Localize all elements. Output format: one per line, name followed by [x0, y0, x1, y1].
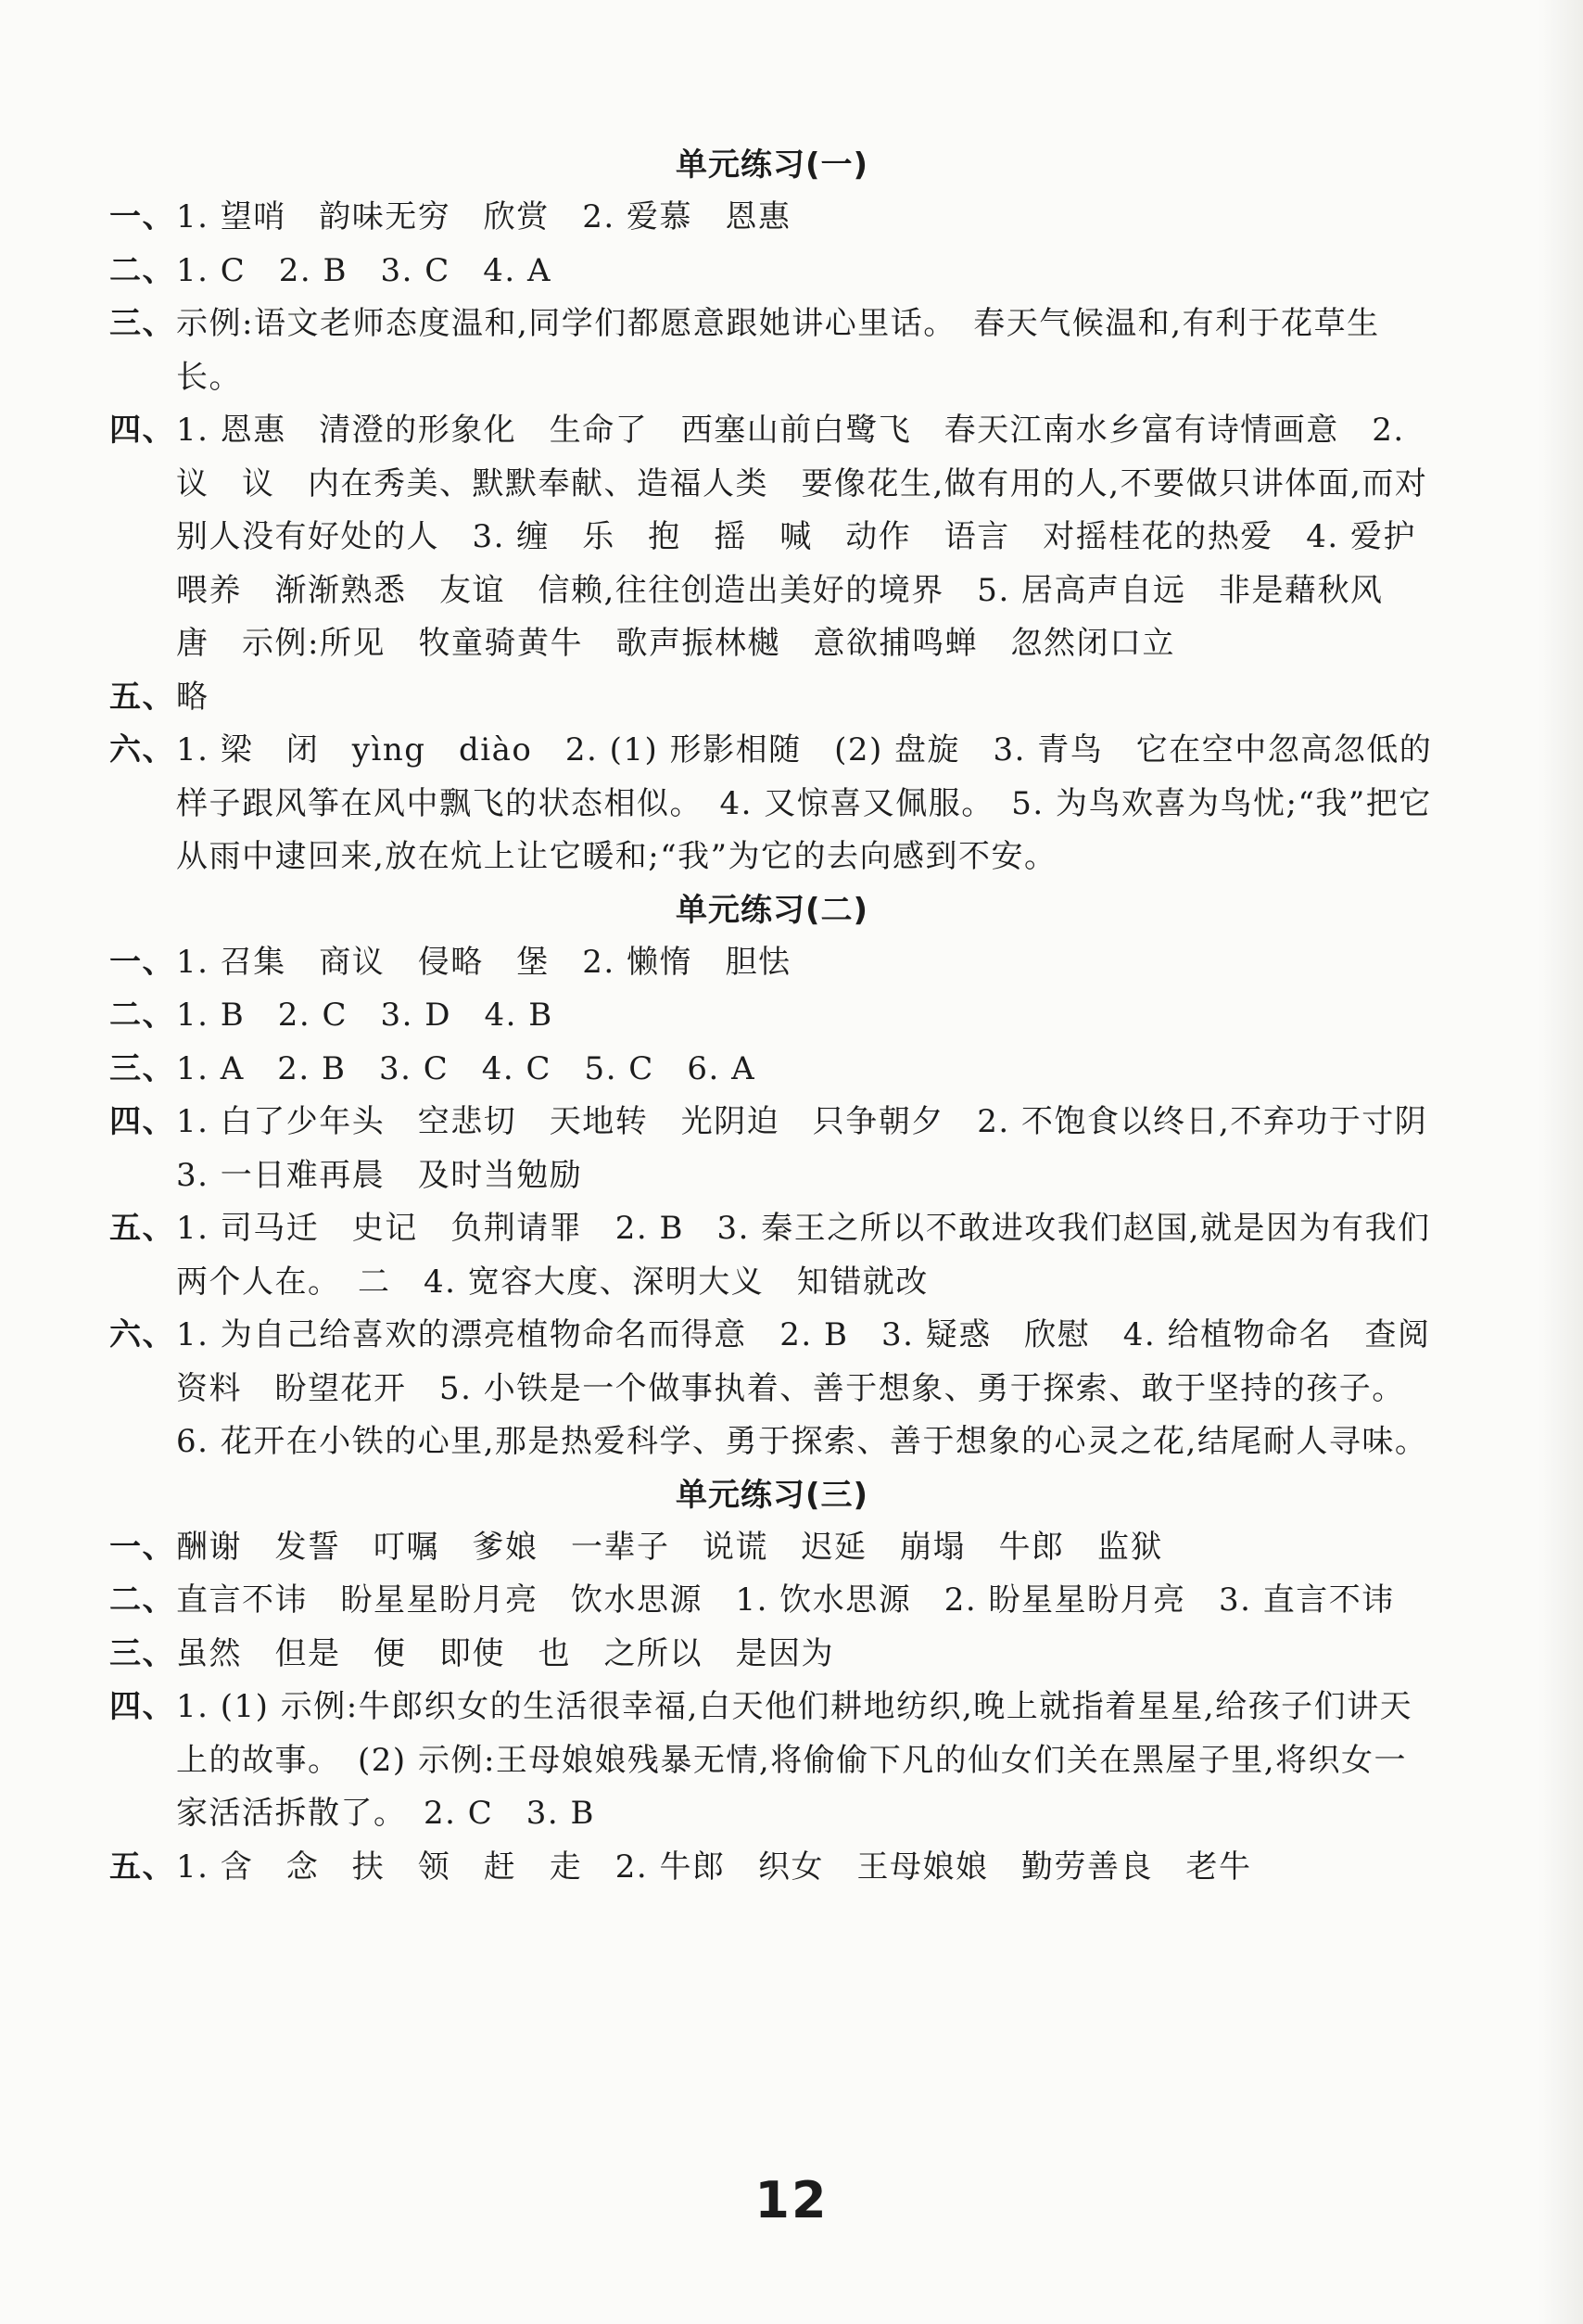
answer-text: 1. 司马迁 史记 负荆请罪 2. B 3. 秦王之所以不敢进攻我们赵国,就是因为有我们两个人在。 二 4. 宽容大度、深明大义 知错就改: [176, 1210, 1431, 1301]
answer-item: [109, 1681, 1435, 1841]
answer-item: [109, 1096, 1461, 1202]
section-title: 单元练习(一): [675, 146, 869, 184]
page-number: 12: [754, 2171, 829, 2229]
question-number: 一、: [109, 943, 175, 981]
question-number: 四、: [109, 1688, 175, 1725]
answer-content: [109, 139, 1461, 1894]
question-number: 二、: [109, 1581, 175, 1619]
answer-item: [109, 1628, 1435, 1682]
answer-section: [109, 1469, 1435, 1895]
question-number: 六、: [109, 731, 175, 768]
answer-text: 直言不讳 盼星星盼月亮 饮水思源 1. 饮水思源 2. 盼星星盼月亮 3. 直言不讳: [176, 1581, 1395, 1619]
answer-text: 1. 为自己给喜欢的漂亮植物命名而得意 2. B 3. 疑惑 欣慰 4. 给植物命名 查阅资料 盼望花开 5. 小铁是一个做事执着、善于想象、勇于探索、敢于坚持的孩子。 6. 花开在小铁的心里,那是热爱科学、勇于探索、善于想象的心灵之花,结尾耐人寻味。: [176, 1316, 1431, 1460]
answer-item: [109, 989, 1435, 1043]
answer-item: [109, 1841, 1435, 1895]
answer-text: 1. 望哨 韵味无穷 欣赏 2. 爱慕 恩惠: [176, 198, 792, 235]
answer-item: [109, 1043, 1435, 1097]
question-number: 四、: [109, 1103, 175, 1140]
question-number: 六、: [109, 1316, 175, 1353]
answer-item: [109, 245, 1435, 298]
answer-text: 示例:语文老师态度温和,同学们都愿意跟她讲心里话。 春天气候温和,有利于花草生长。: [176, 305, 1380, 396]
answer-section: [109, 139, 1450, 884]
answer-text: 1. A 2. B 3. C 4. C 5. C 6. A: [176, 1049, 756, 1087]
answer-item: [109, 1521, 1435, 1575]
answer-text: 1. (1) 示例:牛郎织女的生活很幸福,白天他们耕地纺织,晚上就指着星星,给孩子们讲天上的故事。 (2) 示例:王母娘娘残暴无情,将偷偷下凡的仙女们关在黑屋子里,将织女一家活活拆散了。 2. C 3. B: [176, 1688, 1413, 1832]
answer-section: [109, 884, 1461, 1469]
answer-text: 略: [176, 678, 209, 716]
question-number: 二、: [109, 251, 175, 289]
answer-item: [109, 404, 1450, 671]
answer-text: 虽然 但是 便 即使 也 之所以 是因为: [176, 1634, 834, 1672]
answer-text: 1. B 2. C 3. D 4. B: [176, 997, 553, 1034]
answer-item: [109, 1574, 1435, 1628]
answer-item: [109, 298, 1435, 404]
section-title: 单元练习(二): [675, 891, 869, 929]
answer-text: 1. 含 念 扶 领 赶 走 2. 牛郎 织女 王母娘娘 勤劳善良 老牛: [176, 1848, 1252, 1886]
question-number: 二、: [109, 997, 175, 1034]
question-number: 四、: [109, 412, 175, 449]
answer-text: 1. C 2. B 3. C 4. A: [176, 251, 552, 289]
answer-text: 1. 梁 闭 yìng diào 2. (1) 形影相随 (2) 盘旋 3. 青鸟 它在空中忽高忽低的样子跟风筝在风中飘飞的状态相似。 4. 又惊喜又佩服。 5. 为鸟欢喜为鸟忧;“我”把它从雨中逮回来,放在炕上让它暖和;“我”为它的去向感到不安。: [176, 731, 1433, 875]
answer-item: [109, 1202, 1435, 1309]
answer-text: 酬谢 发誓 叮嘱 爹娘 一辈子 说谎 迟延 崩塌 牛郎 监狱: [176, 1528, 1163, 1566]
question-number: 三、: [109, 1634, 175, 1672]
question-number: 一、: [109, 198, 175, 235]
question-number: 五、: [109, 1848, 175, 1886]
answer-item: [109, 1309, 1435, 1469]
question-number: 五、: [109, 678, 175, 716]
answer-item: [109, 671, 1435, 725]
answer-text: 1. 恩惠 清澄的形象化 生命了 西塞山前白鹭飞 春天江南水乡富有诗情画意 2. 议 议 内在秀美、默默奉献、造福人类 要像花生,做有用的人,不要做只讲体面,而对别人没有好处的人 3. 缠 乐 抱 摇 喊 动作 语言 对摇桂花的热爱 4. 爱护 喂养 渐渐熟悉 友谊 信赖,往往创造出美好的境界 5. 居高声自远 非是藉秋风 唐 示例:所见 牧童骑黄牛 歌声振林樾 意欲捕鸣蝉 忽然闭口立: [176, 412, 1450, 662]
question-number: 五、: [109, 1210, 175, 1247]
question-number: 三、: [109, 1049, 175, 1087]
section-title: 单元练习(三): [675, 1476, 869, 1514]
answer-text: 1. 白了少年头 空悲切 天地转 光阴迫 只争朝夕 2. 不饱食以终日,不弃功于寸阴 3. 一日难再晨 及时当勉励: [176, 1103, 1461, 1194]
question-number: 三、: [109, 305, 175, 342]
answer-text: 1. 召集 商议 侵略 堡 2. 懒惰 胆怯: [176, 943, 792, 981]
answer-item: [109, 191, 1435, 245]
question-number: 一、: [109, 1528, 175, 1566]
answer-item: [109, 936, 1435, 990]
answer-item: [109, 724, 1435, 884]
